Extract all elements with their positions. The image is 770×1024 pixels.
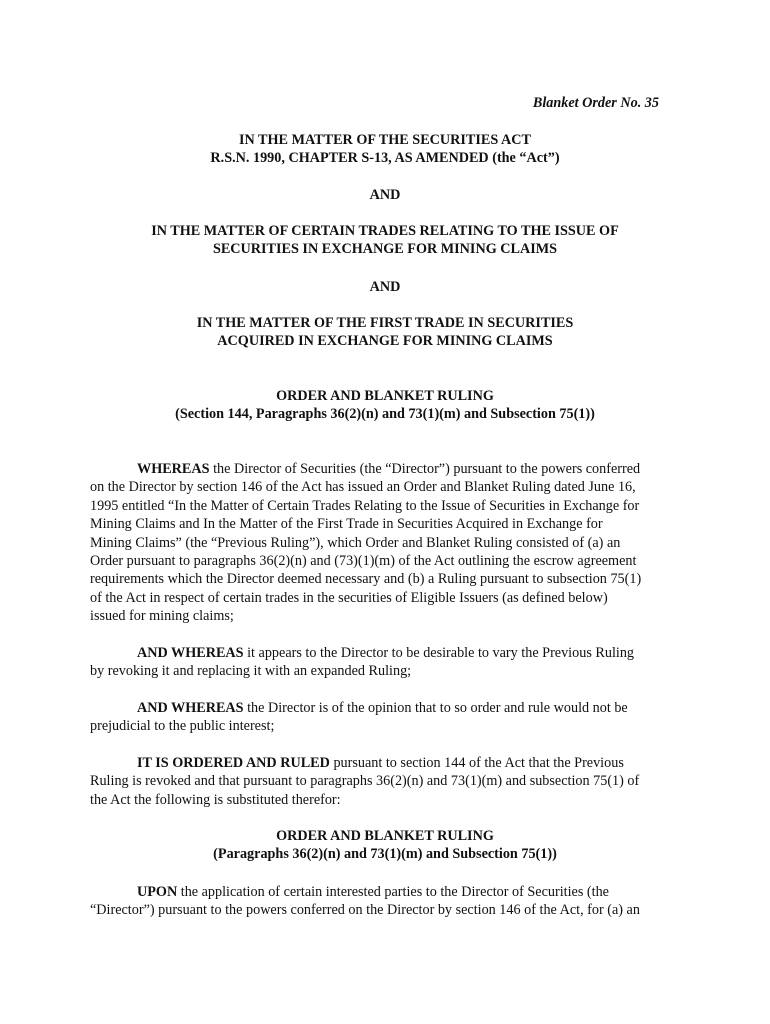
paragraph-line: requirements which the Director deemed necessary and (b) a Ruling pursuant to subsection 75(1)	[90, 571, 642, 588]
paragraph-text: the Director of Securities (the “Director”) pursuant to the powers conferred	[209, 461, 641, 477]
matter-line: IN THE MATTER OF THE SECURITIES ACT	[239, 132, 531, 148]
paragraph-text: the Director is of the opinion that to so order and rule would not be	[243, 700, 628, 716]
and-whereas-lead: AND WHEREAS	[137, 700, 244, 716]
heading-title: ORDER AND BLANKET RULING	[276, 828, 494, 844]
and-whereas-paragraph-1	[90, 644, 680, 681]
and-separator: AND	[369, 279, 401, 295]
heading-subtitle: (Section 144, Paragraphs 36(2)(n) and 73(1)(m) and Subsection 75(1))	[175, 406, 595, 423]
and-separator: AND	[369, 187, 401, 203]
paragraph-line: prejudicial to the public interest;	[90, 718, 275, 735]
matter-line: R.S.N. 1990, CHAPTER S-13, AS AMENDED (the “Act”)	[210, 150, 560, 167]
whereas-lead: WHEREAS	[137, 461, 210, 477]
and-whereas-paragraph-2	[90, 699, 680, 736]
matter-line: ACQUIRED IN EXCHANGE FOR MINING CLAIMS	[217, 333, 553, 350]
matter-line: SECURITIES IN EXCHANGE FOR MINING CLAIMS	[212, 241, 558, 258]
paragraph-text: it appears to the Director to be desirable to vary the Previous Ruling	[243, 645, 635, 661]
matter-certain-trades	[90, 222, 680, 259]
paragraph-line: 1995 entitled “In the Matter of Certain Trades Relating to the Issue of Securities in Exchange for	[90, 497, 640, 514]
upon-lead: UPON	[137, 884, 178, 900]
whereas-paragraph	[90, 460, 680, 626]
order-heading-1	[90, 387, 680, 424]
matter-line: IN THE MATTER OF CERTAIN TRADES RELATING TO THE ISSUE OF	[151, 223, 619, 239]
paragraph-line: the Act the following is substituted therefor:	[90, 791, 341, 808]
ordered-lead: IT IS ORDERED AND RULED	[137, 755, 330, 771]
ordered-and-ruled-paragraph	[90, 754, 680, 809]
and-whereas-lead: AND WHEREAS	[137, 645, 244, 661]
upon-paragraph	[90, 883, 680, 920]
heading-title: ORDER AND BLANKET RULING	[276, 388, 494, 404]
paragraph-line: Mining Claims and In the Matter of the First Trade in Securities Acquired in Exchange for	[90, 516, 603, 533]
paragraph-line: by revoking it and replacing it with an expanded Ruling;	[90, 663, 412, 680]
paragraph-line: on the Director by section 146 of the Act has issued an Order and Blanket Ruling dated June 16,	[90, 479, 636, 496]
paragraph-text: pursuant to section 144 of the Act that the Previous	[329, 755, 624, 771]
paragraph-line: “Director”) pursuant to the powers conferred on the Director by section 146 of the Act, for (a) an	[90, 902, 640, 919]
paragraph-line: of the Act in respect of certain trades in the securities of Eligible Issuers (as defined below)	[90, 589, 608, 606]
paragraph-line: Mining Claims” (the “Previous Ruling”), which Order and Blanket Ruling consisted of (a) an	[90, 534, 621, 551]
matter-first-trade	[90, 314, 680, 351]
paragraph-line: Ruling is revoked and that pursuant to paragraphs 36(2)(n) and 73(1)(m) and subsection 75(1) of	[90, 773, 640, 790]
heading-subtitle: (Paragraphs 36(2)(n) and 73(1)(m) and Subsection 75(1))	[213, 846, 557, 863]
matter-securities-act	[90, 131, 680, 168]
paragraph-line: issued for mining claims;	[90, 608, 234, 625]
paragraph-line: Order pursuant to paragraphs 36(2)(n) and (73)(1)(m) of the Act outlining the escrow agreement	[90, 553, 637, 570]
paragraph-text: the application of certain interested parties to the Director of Securities (the	[177, 884, 609, 900]
matter-line: IN THE MATTER OF THE FIRST TRADE IN SECURITIES	[196, 315, 574, 331]
blanket-order-number: Blanket Order No. 35	[532, 95, 659, 111]
order-heading-2	[90, 827, 680, 864]
